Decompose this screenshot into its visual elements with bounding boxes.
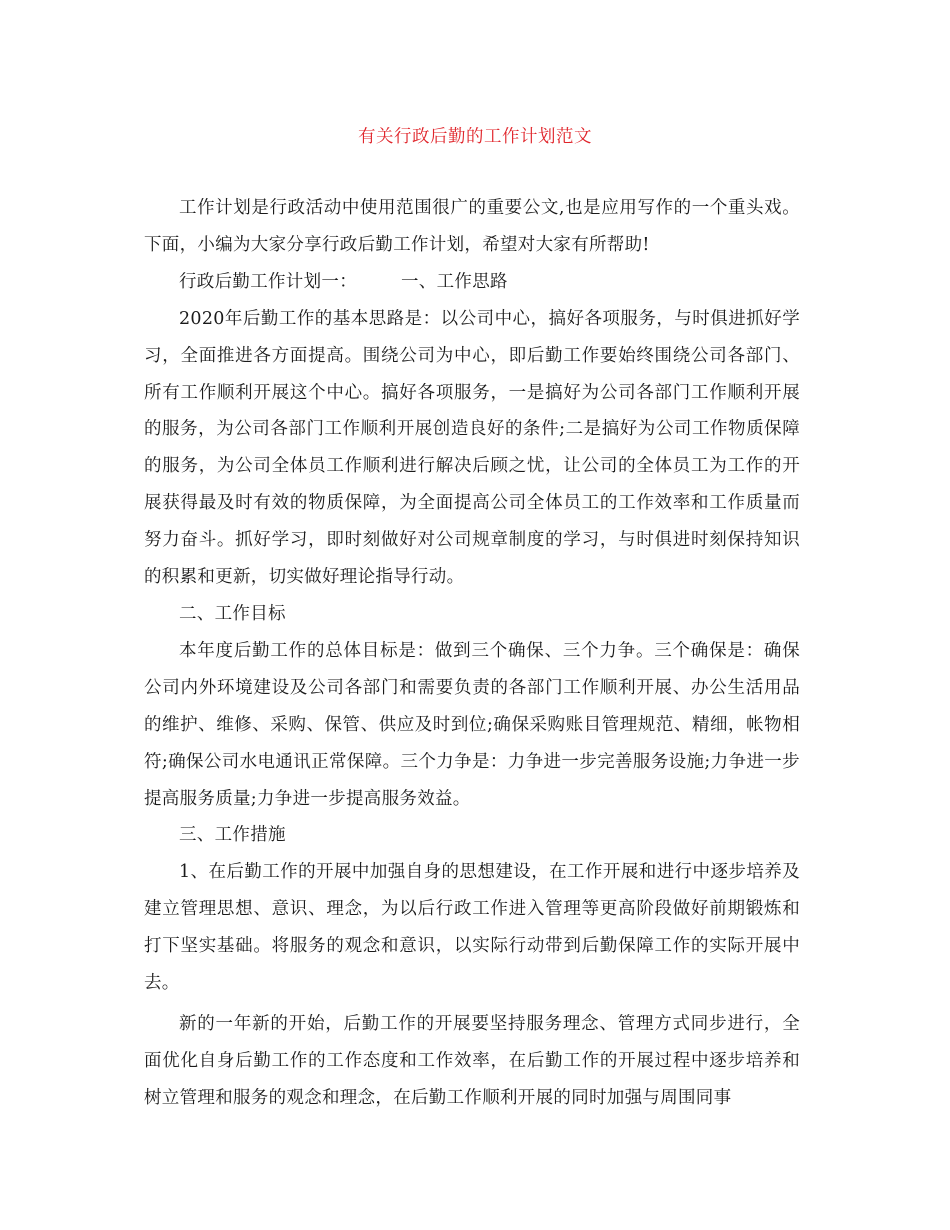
section3-heading: 三、工作措施 xyxy=(179,825,286,846)
section3-paragraph2: 新的一年新的开始，后勤工作的开展要坚持服务理念、管理方式同步进行，全面优化自身后勤工作的工作态度和工作效率，在后勤工作的开展过程中逐步培养和树立管理和服务的观念和理念，在后勤工作顺利开展的同时加强与周围同事 xyxy=(144,1013,800,1108)
document-title: 有关行政后勤的工作计划范文 xyxy=(358,127,592,147)
intro-paragraph: 工作计划是行政活动中使用范围很广的重要公文,也是应用写作的一个重头戏。下面，小编为大家分享行政后勤工作计划，希望对大家有所帮助! xyxy=(144,198,800,255)
plan-label: 行政后勤工作计划一： xyxy=(179,271,357,292)
section1-paragraph: 2020年后勤工作的基本思路是：以公司中心，搞好各项服务，与时俱进抓好学习，全面推进各方面提高。围绕公司为中心，即后勤工作要始终围绕公司各部门、所有工作顺利开展这个中心。搞好各项服务，一是搞好为公司各部门工作顺利开展的服务，为公司各部门工作顺利开展创造良好的条件;二是搞好为公司工作物质保障的服务，为公司全体员工作顺利进行解决后顾之忧，让公司的全体员工为工作的开展获得最及时有效的物质保障，为全面提高公司全体员工的工作效率和工作质量而努力奋斗。抓好学习，即时刻做好对公司规章制度的学习，与时俱进时刻保持知识的积累和更新，切实做好理论指导行动。 xyxy=(144,308,800,588)
section2-heading: 二、工作目标 xyxy=(179,603,286,624)
section2-paragraph: 本年度后勤工作的总体目标是：做到三个确保、三个力争。三个确保是：确保公司内外环境建设及公司各部门和需要负责的各部门工作顺利开展、办公生活用品的维护、维修、采购、保管、供应及时到位;确保采购账目管理规范、精细，帐物相符;确保公司水电通讯正常保障。三个力争是：力争进一步完善服务设施;力争进一步提高服务质量;力争进一步提高服务效益。 xyxy=(144,640,800,809)
plan-heading-line xyxy=(144,264,800,301)
section3-item1-paragraph: 1、在后勤工作的开展中加强自身的思想建设，在工作开展和进行中逐步培养及建立管理思想、意识、理念，为以后行政工作进入管理等更高阶段做好前期锻炼和打下坚实基础。将服务的观念和意识，以实际行动带到后勤保障工作的实际开展中去。 xyxy=(144,862,800,994)
section1-heading: 一、工作思路 xyxy=(401,271,508,292)
document-body xyxy=(144,190,800,1117)
